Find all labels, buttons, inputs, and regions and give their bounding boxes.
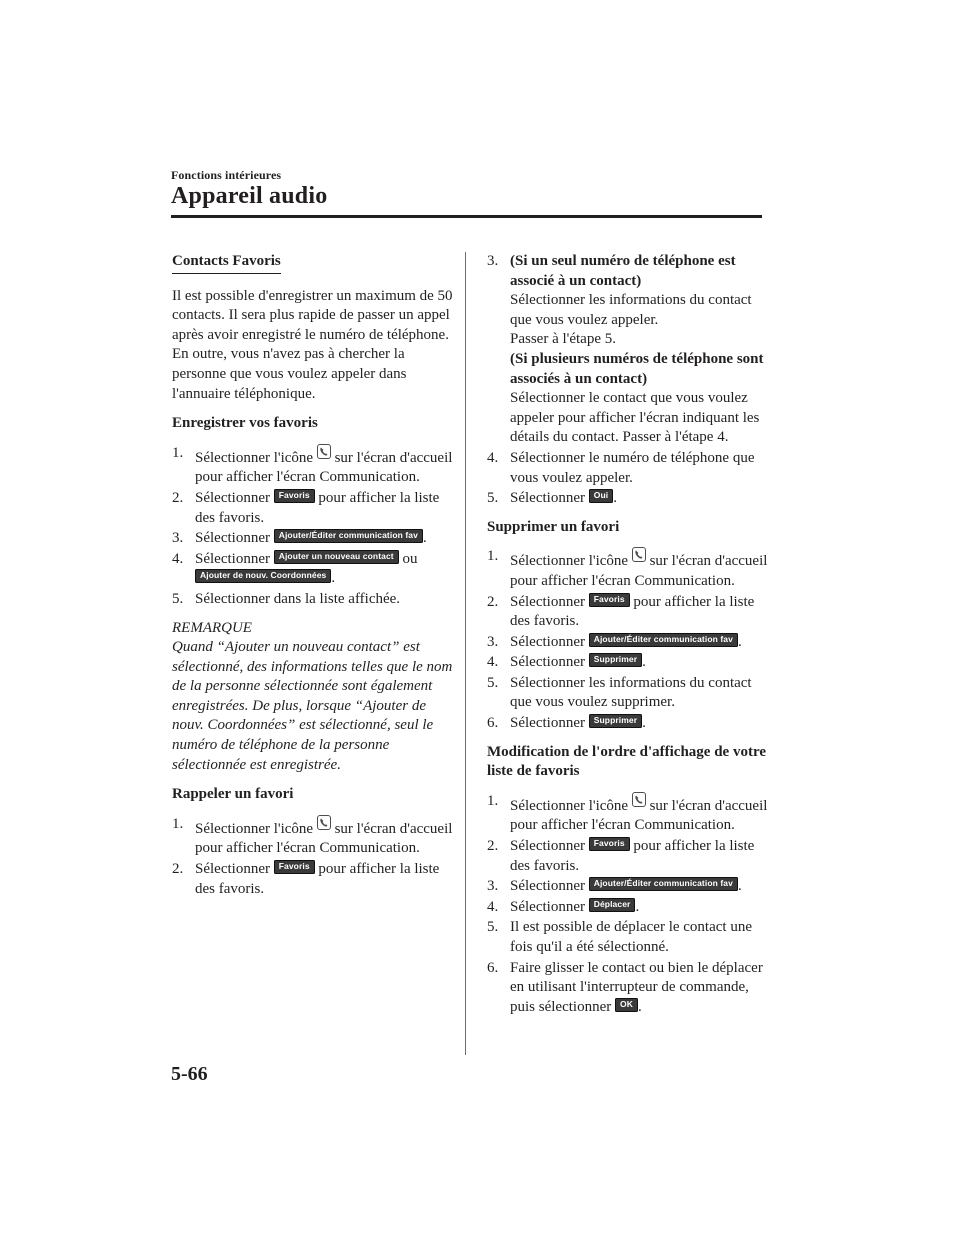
recall-heading: Rappeler un favori <box>172 786 294 803</box>
phone-icon <box>632 547 646 562</box>
favoris-button[interactable]: Favoris <box>589 593 630 607</box>
subsection-title: Contacts Favoris <box>172 252 281 274</box>
header-divider <box>171 215 762 218</box>
list-item: 1. Sélectionner l'icône sur l'écran d'accueil pour afficher l'écran Communication. <box>487 548 768 589</box>
add-new-contact-button[interactable]: Ajouter un nouveau contact <box>274 550 399 564</box>
favoris-button[interactable]: Favoris <box>274 860 315 874</box>
list-item: 5. Sélectionner dans la liste affichée. <box>172 590 401 607</box>
deplacer-button[interactable]: Déplacer <box>589 898 636 912</box>
list-item: 3. Sélectionner Ajouter/Éditer communication fav . <box>172 530 427 547</box>
phone-icon <box>632 792 646 807</box>
list-item: 2. Sélectionner Favoris pour afficher la liste des favoris. <box>172 489 440 526</box>
recall-steps <box>172 815 454 899</box>
list-item: 6. Faire glisser le contact ou bien le déplacer en utilisant l'interrupteur de commande, puis sélectionner OK . <box>487 959 763 1015</box>
list-item: 2. Sélectionner Favoris pour afficher la liste des favoris. <box>487 838 755 874</box>
reorder-steps <box>487 792 769 1018</box>
list-item: 4. Sélectionner Déplacer . <box>487 898 640 915</box>
favoris-button[interactable]: Favoris <box>274 489 315 503</box>
supprimer-button[interactable]: Supprimer <box>589 714 642 728</box>
reorder-heading: Modification de l'ordre d'affichage de votre liste de favoris <box>487 743 766 780</box>
list-item: 5. Sélectionner les informations du contact que vous voulez supprimer. <box>487 674 752 711</box>
list-item: 1. Sélectionner l'icône sur l'écran d'accueil pour afficher l'écran Communication. <box>487 792 768 834</box>
phone-icon <box>317 444 331 459</box>
note-title: REMARQUE <box>172 619 252 636</box>
list-item: 2. Sélectionner Favoris pour afficher la liste des favoris. <box>487 593 755 630</box>
delete-heading: Supprimer un favori <box>487 518 620 535</box>
add-new-details-button[interactable]: Ajouter de nouv. Coordonnées <box>195 569 331 583</box>
list-item: 4. Sélectionner le numéro de téléphone que vous voulez appeler. <box>487 449 755 486</box>
ok-button[interactable]: OK <box>615 998 638 1012</box>
oui-button[interactable]: Oui <box>589 489 613 503</box>
delete-steps <box>487 547 769 733</box>
list-item: 3. Sélectionner Ajouter/Éditer communication fav . <box>487 633 742 650</box>
list-item: 4. Sélectionner Supprimer . <box>487 654 646 671</box>
list-item: 3. (Si un seul numéro de téléphone est associé à un contact) Sélectionner les informations du contact que vous voulez appeler. Passer à l'étape 5. (Si plusieurs numéros de téléphone sont associés à un contact) Sélectionner le contact que vous voulez appeler pour afficher l'écran indiquant les détails du contact. Passer à l'étape 4. <box>487 253 764 446</box>
add-edit-fav-button[interactable]: Ajouter/Éditer communication fav <box>589 633 738 647</box>
list-item: 5. Il est possible de déplacer le contact une fois qu'il a été sélectionné. <box>487 919 752 955</box>
favoris-button[interactable]: Favoris <box>589 837 630 851</box>
add-edit-fav-button[interactable]: Ajouter/Éditer communication fav <box>274 529 423 543</box>
list-item: 5. Sélectionner Oui . <box>487 490 617 507</box>
add-edit-fav-button[interactable]: Ajouter/Éditer communication fav <box>589 877 738 891</box>
left-column <box>172 252 454 908</box>
list-item: 4. Sélectionner Ajouter un nouveau contact ou Ajouter de nouv. Coordonnées . <box>172 550 418 587</box>
note-body: Quand “Ajouter un nouveau contact” est sélectionné, des informations telles que le nom de la personne sélectionnée sont également enregistrées. De plus, lorsque “Ajouter de nouv. Coordonnées” est sélectionné, seul le numéro de téléphone de la personne sélectionnée est enregistrée. <box>172 639 453 773</box>
list-item: 2. Sélectionner Favoris pour afficher la liste des favoris. <box>172 861 440 897</box>
register-heading: Enregistrer vos favoris <box>172 415 318 432</box>
section-label: Fonctions intérieures <box>171 168 282 182</box>
page-number: 5-66 <box>171 1063 208 1085</box>
list-item: 1. Sélectionner l'icône sur l'écran d'accueil pour afficher l'écran Communication. <box>172 815 453 857</box>
recall-steps-continued <box>487 252 769 509</box>
list-item: 6. Sélectionner Supprimer . <box>487 715 646 732</box>
phone-icon <box>317 815 331 830</box>
list-item: 1. Sélectionner l'icône sur l'écran d'accueil pour afficher l'écran Communication. <box>172 444 453 486</box>
list-item: 3. Sélectionner Ajouter/Éditer communication fav . <box>487 878 742 895</box>
supprimer-button[interactable]: Supprimer <box>589 653 642 667</box>
intro-paragraph: Il est possible d'enregistrer un maximum de 50 contacts. Il sera plus rapide de passer un appel après avoir enregistré le numéro de téléphone. En outre, vous n'avez pas à chercher la personne que vous voulez appeler dans l'annuaire téléphonique. <box>172 287 453 402</box>
page-title: Appareil audio <box>171 183 328 209</box>
right-column <box>487 252 769 1026</box>
column-divider <box>465 252 466 1055</box>
register-steps <box>172 444 454 610</box>
